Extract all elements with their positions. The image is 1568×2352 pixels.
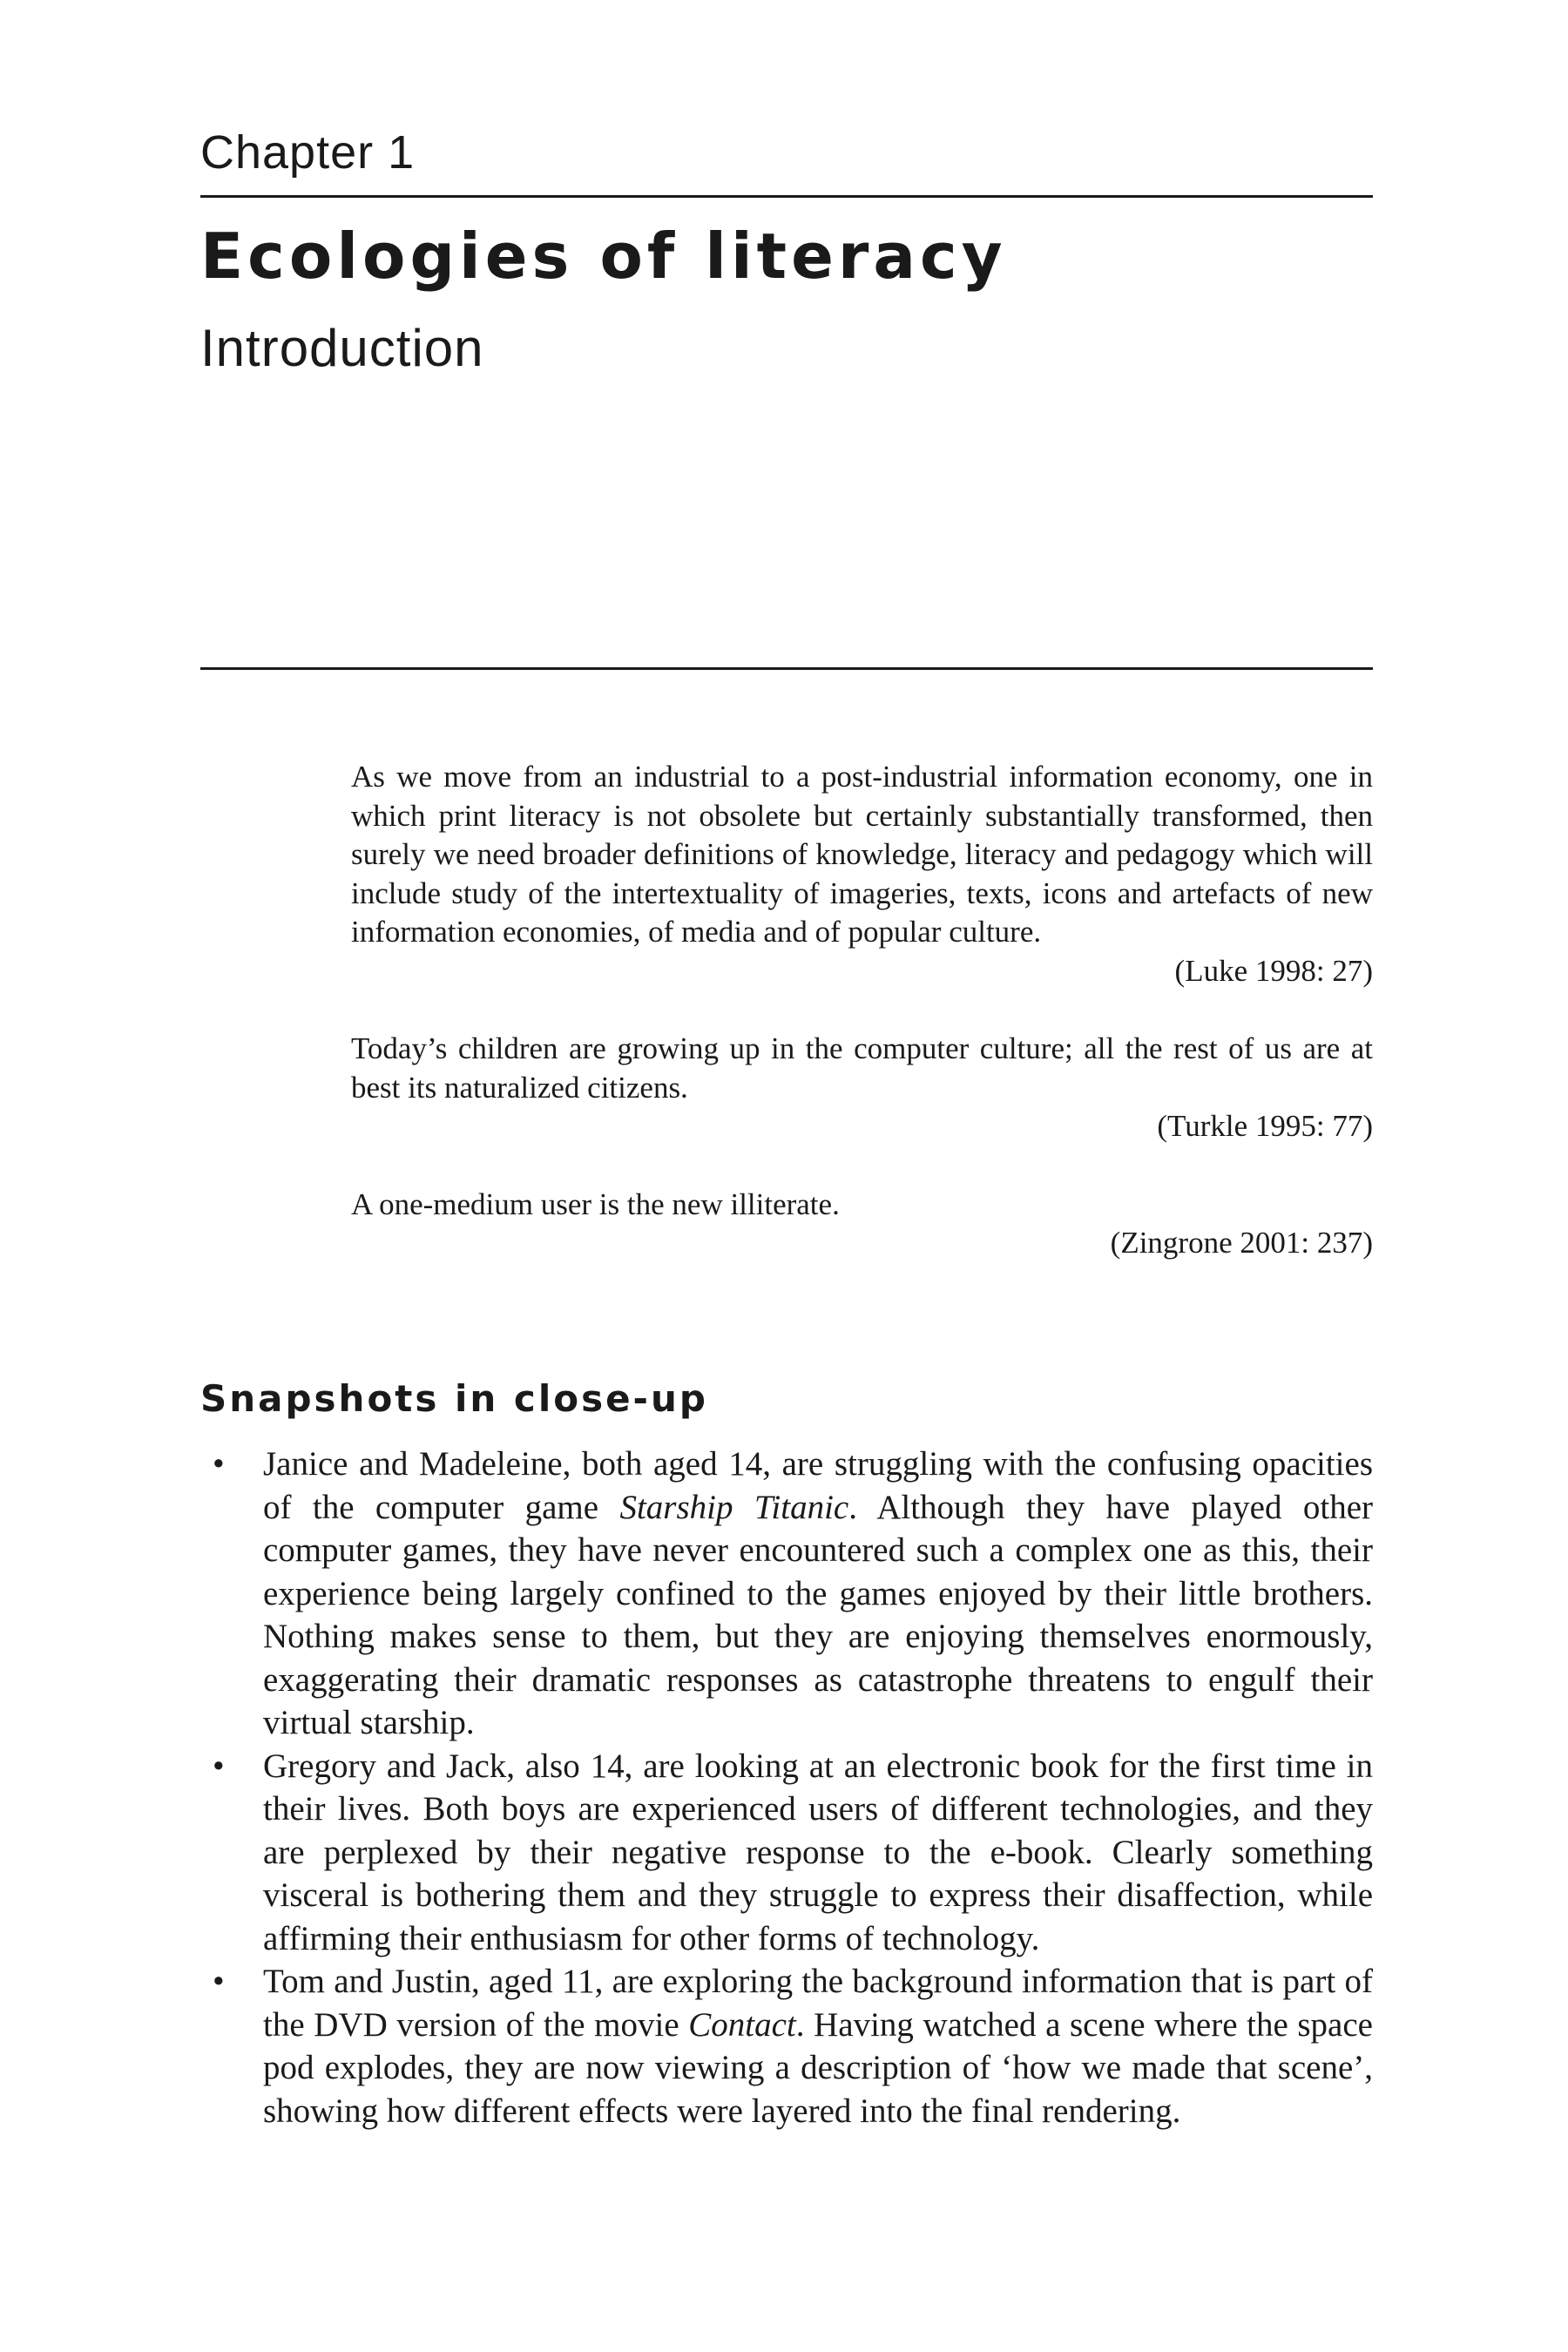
chapter-label: Chapter 1	[200, 126, 416, 179]
chapter-bottom-rule	[200, 667, 1373, 670]
bullet-marker: •	[213, 1963, 225, 2000]
snapshot-item-tom-justin	[200, 1960, 1373, 2132]
chapter-subtitle: Introduction	[200, 319, 484, 377]
snapshot-text: Tom and Justin, aged 11, are exploring the background information that is part of the DVD version of the movie Contact. Having watched a scene where the space pod explodes, they are now viewing a description of ‘how we made that scene’, showing how different effects were layered into the final rendering.	[263, 1963, 1373, 2130]
bullet-marker: •	[213, 1445, 225, 1483]
snapshot-text: Janice and Madeleine, both aged 14, are struggling with the confusing opacities of the computer game Starship Titanic. Although they have played other computer games, they have never encountered such a complex one as this, their experience being largely confined to the games enjoyed by their little brothers. Nothing makes sense to them, but they are enjoying themselves enormously, exaggerating their dramatic responses as catastrophe threatens to engulf their virtual starship.	[263, 1445, 1373, 1741]
movie-title: Contact	[688, 2005, 796, 2044]
bullet-marker: •	[213, 1747, 225, 1785]
game-title: Starship Titanic	[619, 1488, 849, 1526]
epigraph-luke	[351, 758, 1373, 990]
epigraph-text: Today’s children are growing up in the computer culture; all the rest of us are at best its naturalized citizens.	[351, 1031, 1373, 1105]
chapter-top-rule	[200, 195, 1373, 198]
snapshot-text: Gregory and Jack, also 14, are looking at an electronic book for the first time in their lives. Both boys are experienced users of different technologies, and they are perplexed by their negative response to the e-book. Clearly something visceral is bothering them and they struggle to express their disaffection, while affirming their enthusiasm for other forms of technology.	[263, 1747, 1373, 1957]
snapshot-list	[200, 1443, 1373, 2132]
epigraph-block	[351, 758, 1373, 1263]
epigraph-turkle	[351, 1030, 1373, 1146]
epigraph-citation: (Luke 1998: 27)	[1174, 953, 1373, 988]
epigraph-text: A one-medium user is the new illiterate.	[351, 1186, 840, 1221]
epigraph-citation: (Zingrone 2001: 237)	[1110, 1226, 1373, 1260]
snapshot-item-janice-madeleine	[200, 1443, 1373, 1745]
snapshot-item-gregory-jack	[200, 1745, 1373, 1961]
epigraph-text: As we move from an industrial to a post-industrial information economy, one in which print literacy is not obsolete but certainly substantially transformed, then surely we need broader definitions of knowledge, literacy and pedagogy which will include study of the intertextuality of imageries, texts, icons and artefacts of new information economies, of media and of popular culture.	[351, 760, 1373, 949]
chapter-title: Ecologies of literacy	[200, 220, 1007, 293]
epigraph-citation: (Turkle 1995: 77)	[1157, 1109, 1373, 1143]
section-heading: Snapshots in close-up	[200, 1377, 708, 1420]
epigraph-zingrone	[351, 1186, 1373, 1263]
